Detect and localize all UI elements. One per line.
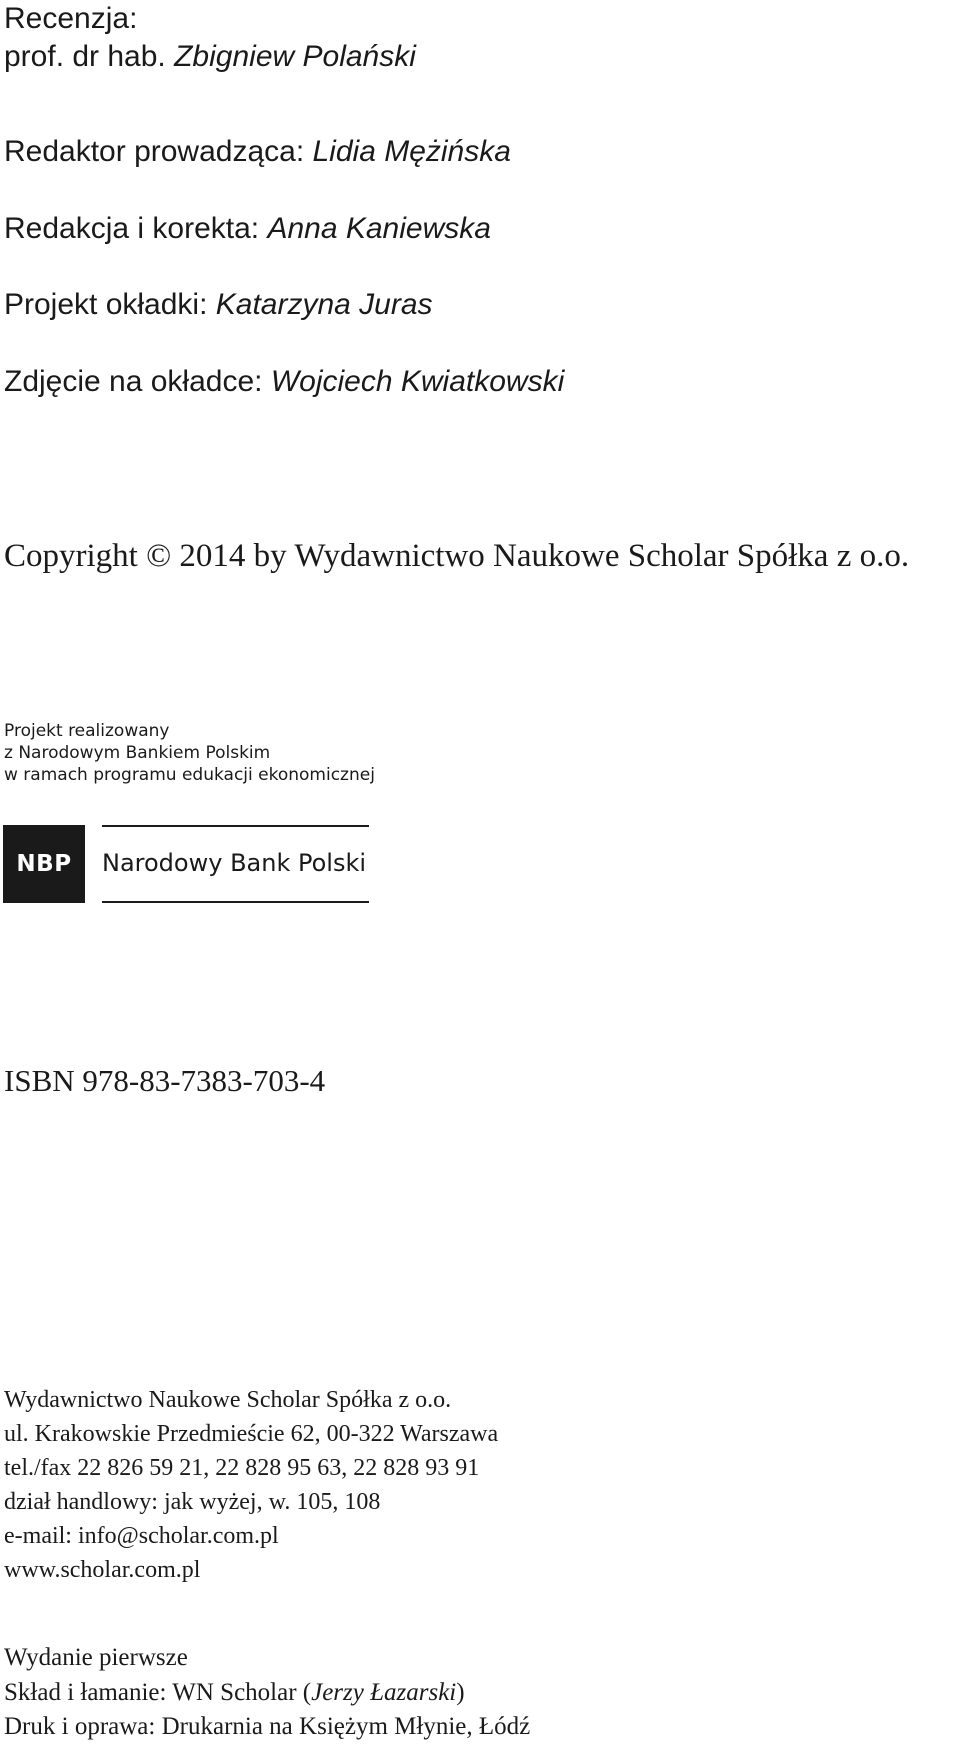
nbp-logo-rule-top (102, 825, 369, 827)
editor-line (4, 135, 511, 169)
reviewer-title: prof. dr hab. (4, 40, 175, 73)
publisher-sales: dział handlowy: jak wyżej, w. 105, 108 (4, 1489, 381, 1515)
copyright-notice: Copyright © 2014 by Wydawnictwo Naukowe Scholar Spółka z o.o. (4, 538, 910, 574)
editor-label: Redaktor prowadząca: (4, 135, 313, 168)
project-note (4, 720, 375, 786)
publisher-name: Wydawnictwo Naukowe Scholar Spółka z o.o. (4, 1387, 452, 1413)
project-note-line: Projekt realizowany (4, 721, 170, 741)
cover-design-name: Katarzyna Juras (215, 288, 433, 321)
cover-photo-label: Zdjęcie na okładce: (4, 365, 271, 398)
typesetting-line (4, 1679, 465, 1707)
proofreading-name: Anna Kaniewska (267, 212, 491, 245)
proofreading-line (4, 212, 491, 246)
typesetting-label: Skład i łamanie: WN Scholar ( (4, 1679, 312, 1706)
nbp-logo-name: Narodowy Bank Polski (102, 849, 367, 877)
project-note-line: w ramach programu edukacji ekonomicznej (4, 765, 375, 785)
publisher-email: e-mail: info@scholar.com.pl (4, 1523, 279, 1549)
reviewer-name: Zbigniew Polański (174, 40, 416, 73)
typesetting-name: Jerzy Łazarski (311, 1679, 457, 1706)
printing: Druk i oprawa: Drukarnia na Księżym Młynie, Łódź (4, 1713, 531, 1740)
cover-photo-name: Wojciech Kwiatkowski (270, 365, 565, 398)
cover-photo-line (4, 365, 564, 399)
cover-design-label: Projekt okładki: (4, 288, 216, 321)
publisher-phone: tel./fax 22 826 59 21, 22 828 95 63, 22 828 93 91 (4, 1455, 480, 1481)
isbn: ISBN 978-83-7383-703-4 (4, 1063, 326, 1098)
edition: Wydanie pierwsze (4, 1644, 188, 1671)
editor-name: Lidia Mężińska (312, 135, 511, 168)
publisher-website: www.scholar.com.pl (4, 1557, 201, 1583)
cover-design-line (4, 288, 433, 322)
nbp-logo-rule-bottom (102, 901, 369, 903)
typesetting-close: ) (456, 1679, 465, 1706)
project-note-line: z Narodowym Bankiem Polskim (4, 743, 271, 763)
nbp-logo (3, 825, 371, 903)
nbp-logo-mark: NBP (3, 825, 85, 903)
review-label: Recenzja: (4, 2, 138, 35)
reviewer-line (4, 40, 416, 74)
publisher-address: ul. Krakowskie Przedmieście 62, 00-322 Warszawa (4, 1421, 499, 1447)
proofreading-label: Redakcja i korekta: (4, 212, 268, 245)
